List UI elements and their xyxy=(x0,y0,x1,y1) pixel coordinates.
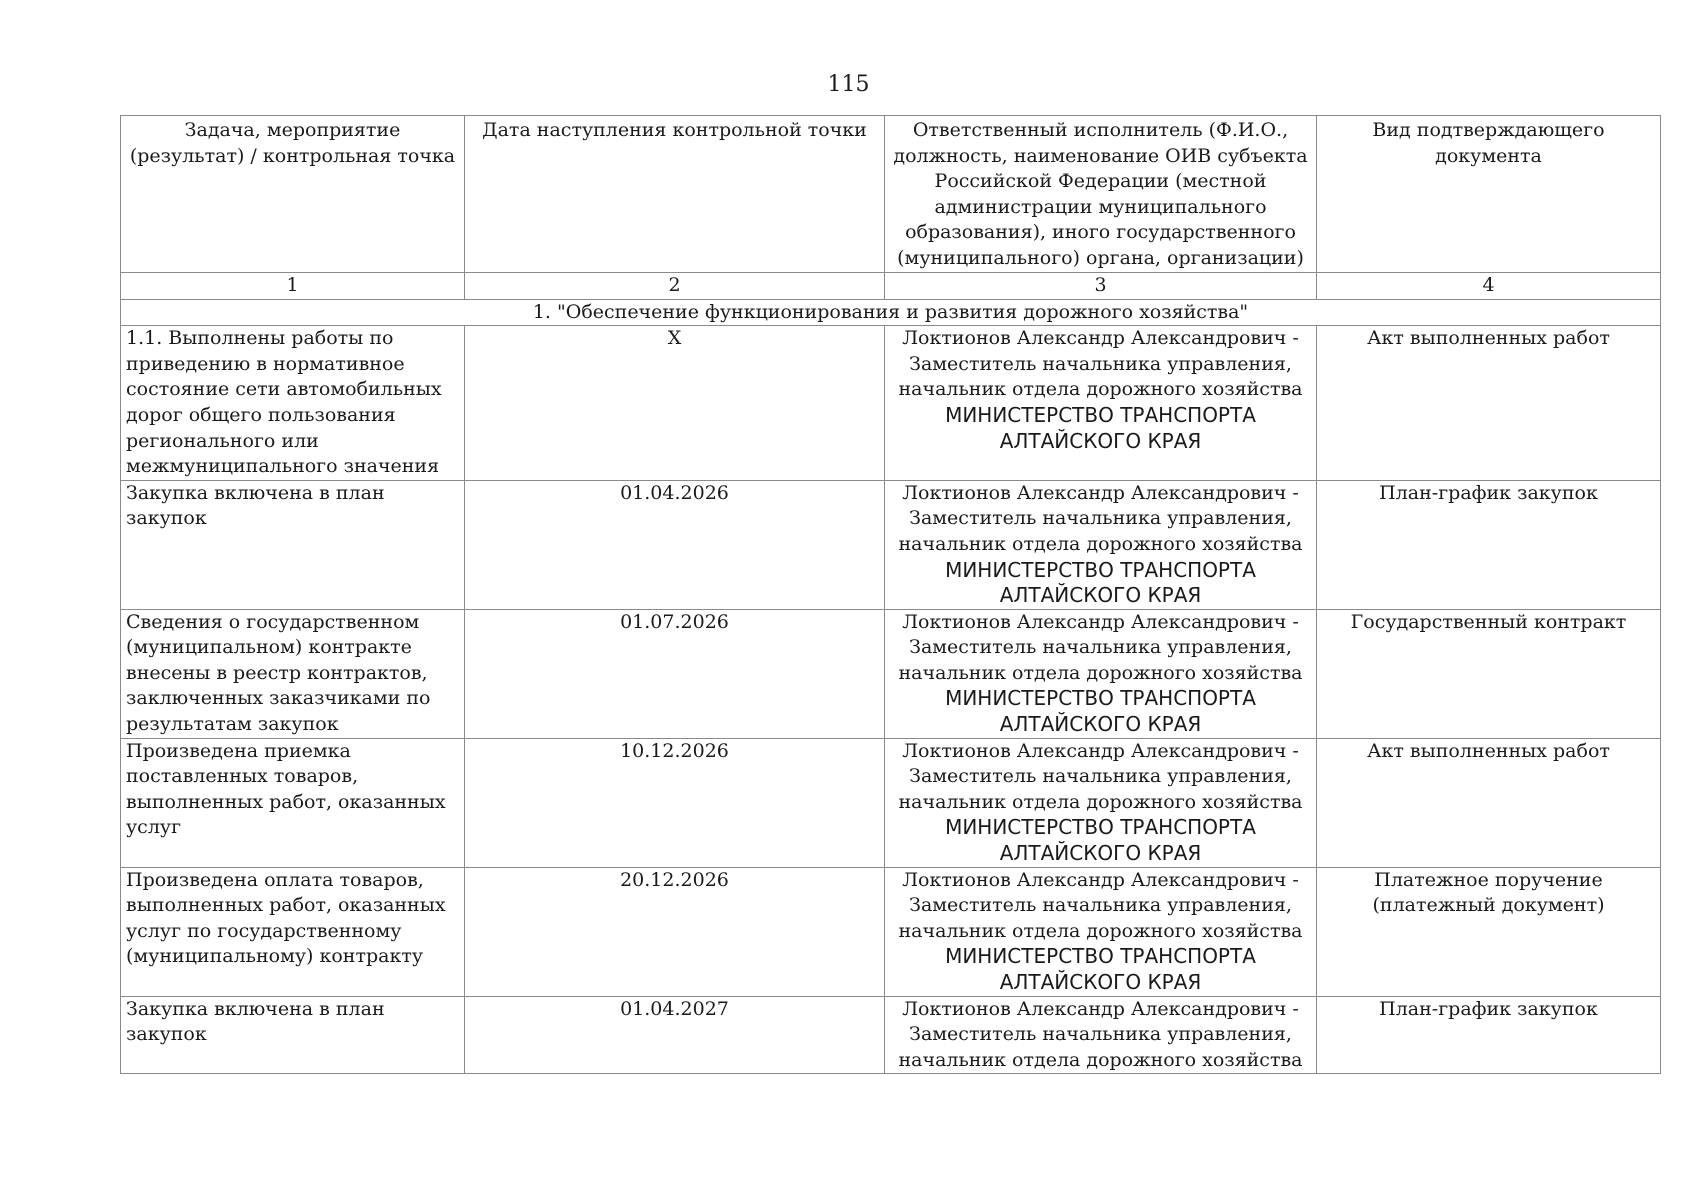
table-header-row xyxy=(121,116,1661,273)
task-cell: Сведения о государственном (муниципальном) контракте внесены в реестр контрактов, заключенных заказчиками по результатам закупок xyxy=(121,609,465,738)
control-points-table xyxy=(120,115,1661,1074)
page-number: 115 xyxy=(827,72,870,97)
responsible-organization: МИНИСТЕРСТВО ТРАНСПОРТА АЛТАЙСКОГО КРАЯ xyxy=(945,686,1256,737)
document-cell: Платежное поручение (платежный документ) xyxy=(1317,867,1661,996)
task-cell: Произведена оплата товаров, выполненных работ, оказанных услуг по государственному (муниципальному) контракту xyxy=(121,867,465,996)
table-row xyxy=(121,480,1661,609)
responsible-name: Локтионов Александр Александрович - xyxy=(902,997,1299,1020)
document-cell: Акт выполненных работ xyxy=(1317,326,1661,481)
date-cell: 20.12.2026 xyxy=(465,867,885,996)
date-cell: 01.04.2027 xyxy=(465,996,885,1074)
responsible-name: Локтионов Александр Александрович - xyxy=(902,481,1299,504)
responsible-organization: МИНИСТЕРСТВО ТРАНСПОРТА АЛТАЙСКОГО КРАЯ xyxy=(945,815,1256,866)
table-row xyxy=(121,609,1661,738)
task-cell: 1.1. Выполнены работы по приведению в нормативное состояние сети автомобильных дорог общего пользования регионального или межмуниципального значения xyxy=(121,326,465,481)
table-row xyxy=(121,996,1661,1074)
task-cell: Закупка включена в план закупок xyxy=(121,480,465,609)
column-number: 1 xyxy=(121,272,465,299)
column-number: 2 xyxy=(465,272,885,299)
header-document: Вид подтверждающего документа xyxy=(1317,116,1661,273)
table-row xyxy=(121,738,1661,867)
date-cell: 01.04.2026 xyxy=(465,480,885,609)
date-cell: X xyxy=(465,326,885,481)
responsible-position: Заместитель начальника управления, начальник отдела дорожного хозяйства xyxy=(898,1023,1303,1071)
header-task: Задача, мероприятие (результат) / контрольная точка xyxy=(121,116,465,273)
responsible-cell xyxy=(885,480,1317,609)
responsible-cell xyxy=(885,326,1317,481)
section-row xyxy=(121,299,1661,326)
responsible-position: Заместитель начальника управления, начальник отдела дорожного хозяйства xyxy=(898,894,1303,942)
document-cell: Акт выполненных работ xyxy=(1317,738,1661,867)
header-responsible: Ответственный исполнитель (Ф.И.О., должность, наименование ОИВ субъекта Российской Федерации (местной администрации муниципального образования), иного государственного (муниципального) органа, организации) xyxy=(885,116,1317,273)
date-cell: 01.07.2026 xyxy=(465,609,885,738)
table-row xyxy=(121,867,1661,996)
section-title: 1. "Обеспечение функционирования и развития дорожного хозяйства" xyxy=(121,299,1661,326)
header-date: Дата наступления контрольной точки xyxy=(465,116,885,273)
responsible-position: Заместитель начальника управления, начальник отдела дорожного хозяйства xyxy=(898,507,1303,555)
column-number: 3 xyxy=(885,272,1317,299)
responsible-position: Заместитель начальника управления, начальник отдела дорожного хозяйства xyxy=(898,636,1303,684)
responsible-position: Заместитель начальника управления, начальник отдела дорожного хозяйства xyxy=(898,765,1303,813)
responsible-name: Локтионов Александр Александрович - xyxy=(902,868,1299,891)
responsible-name: Локтионов Александр Александрович - xyxy=(902,739,1299,762)
responsible-organization: МИНИСТЕРСТВО ТРАНСПОРТА АЛТАЙСКОГО КРАЯ xyxy=(945,944,1256,994)
document-cell: План-график закупок xyxy=(1317,480,1661,609)
responsible-cell xyxy=(885,738,1317,867)
responsible-name: Локтионов Александр Александрович - xyxy=(902,610,1299,633)
table-row xyxy=(121,326,1661,481)
responsible-organization: МИНИСТЕРСТВО ТРАНСПОРТА АЛТАЙСКОГО КРАЯ xyxy=(945,402,1256,453)
column-numbers-row xyxy=(121,272,1661,299)
responsible-position: Заместитель начальника управления, начальник отдела дорожного хозяйства xyxy=(898,352,1303,401)
responsible-cell xyxy=(885,996,1317,1074)
task-cell: Произведена приемка поставленных товаров, выполненных работ, оказанных услуг xyxy=(121,738,465,867)
responsible-name: Локтионов Александр Александрович - xyxy=(902,327,1299,350)
responsible-cell xyxy=(885,609,1317,738)
column-number: 4 xyxy=(1317,272,1661,299)
responsible-organization: МИНИСТЕРСТВО ТРАНСПОРТА АЛТАЙСКОГО КРАЯ xyxy=(945,557,1256,608)
document-cell: План-график закупок xyxy=(1317,996,1661,1074)
document-cell: Государственный контракт xyxy=(1317,609,1661,738)
responsible-cell xyxy=(885,867,1317,996)
task-cell: Закупка включена в план закупок xyxy=(121,996,465,1074)
date-cell: 10.12.2026 xyxy=(465,738,885,867)
